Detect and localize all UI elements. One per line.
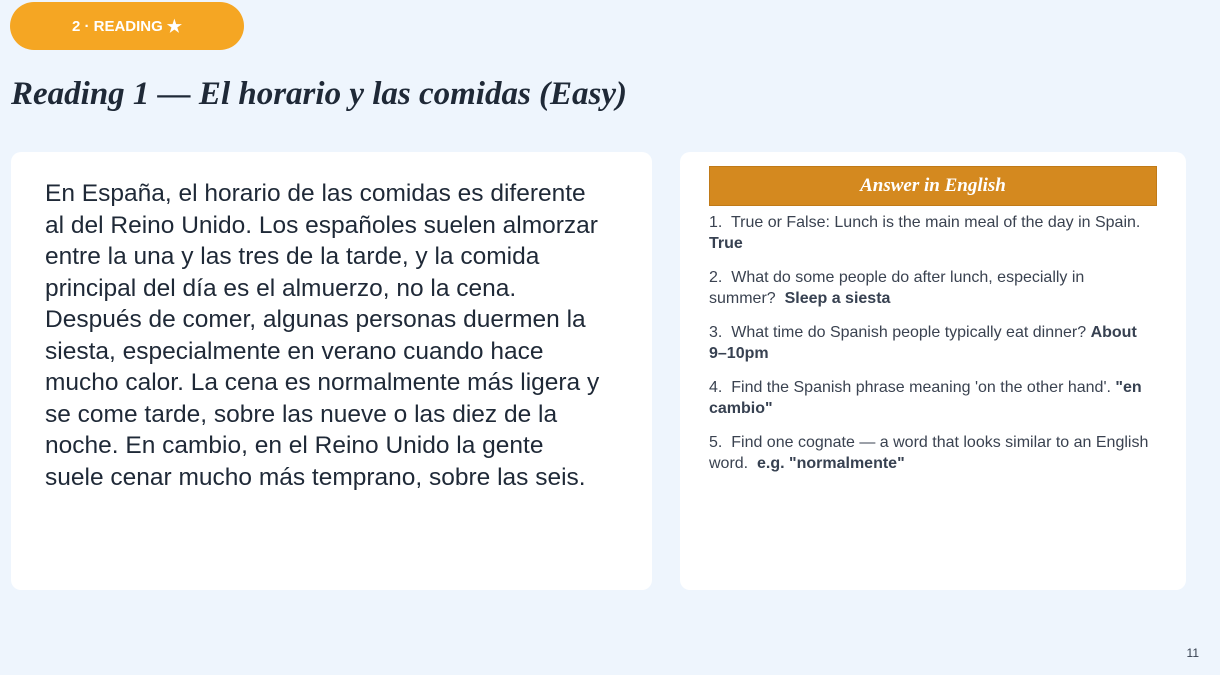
question-answer: e.g. "normalmente": [757, 455, 905, 472]
question-number: 5.: [709, 434, 723, 451]
section-badge: [10, 2, 244, 50]
question-number: 2.: [709, 269, 723, 286]
answer-header: Answer in English: [709, 166, 1157, 206]
page-title: Reading 1 — El horario y las comidas (Easy): [11, 76, 628, 112]
question-item: [709, 322, 1157, 364]
star-icon: ★: [166, 16, 183, 36]
question-item: [709, 432, 1157, 474]
question-text: True or False: Lunch is the main meal of the day in Spain.: [730, 214, 1141, 231]
question-list: [709, 212, 1157, 474]
question-text: Find the Spanish phrase meaning 'on the other hand'.: [731, 379, 1111, 396]
question-item: [709, 377, 1157, 419]
question-answer: Sleep a siesta: [784, 290, 891, 307]
question-number: 1.: [709, 214, 723, 231]
question-item: [709, 267, 1157, 309]
question-answer: "en cambio": [709, 379, 1142, 417]
reading-passage-text: En España, el horario de las comidas es diferente al del Reino Unido. Los españoles suelen almorzar entre la una y las tres de la tarde, y la comida principal del día es el almuerzo, no la cena. Después de comer, algunas personas duermen la siesta, especialmente en verano cuando hace mucho calor. La cena es normalmente más ligera y se come tarde, sobre las nueve o las diez de la noche. En cambio, en el Reino Unido la gente suele cenar mucho más temprano, sobre las seis.: [45, 180, 600, 491]
page-number: 11: [1186, 646, 1199, 660]
question-text: What time do Spanish people typically eat dinner?: [731, 324, 1087, 341]
question-answer: About 9–10pm: [709, 324, 1137, 362]
question-answer: True: [709, 235, 743, 252]
question-text: Find one cognate — a word that looks similar to an English word.: [709, 434, 1149, 472]
question-item: [709, 212, 1157, 254]
question-text: What do some people do after lunch, especially in summer?: [709, 269, 1085, 307]
reading-passage-card: [11, 152, 652, 590]
question-number: 4.: [709, 379, 723, 396]
section-badge-label: 2 · READING: [71, 17, 163, 35]
question-number: 3.: [709, 324, 723, 341]
questions-card: [680, 152, 1186, 590]
